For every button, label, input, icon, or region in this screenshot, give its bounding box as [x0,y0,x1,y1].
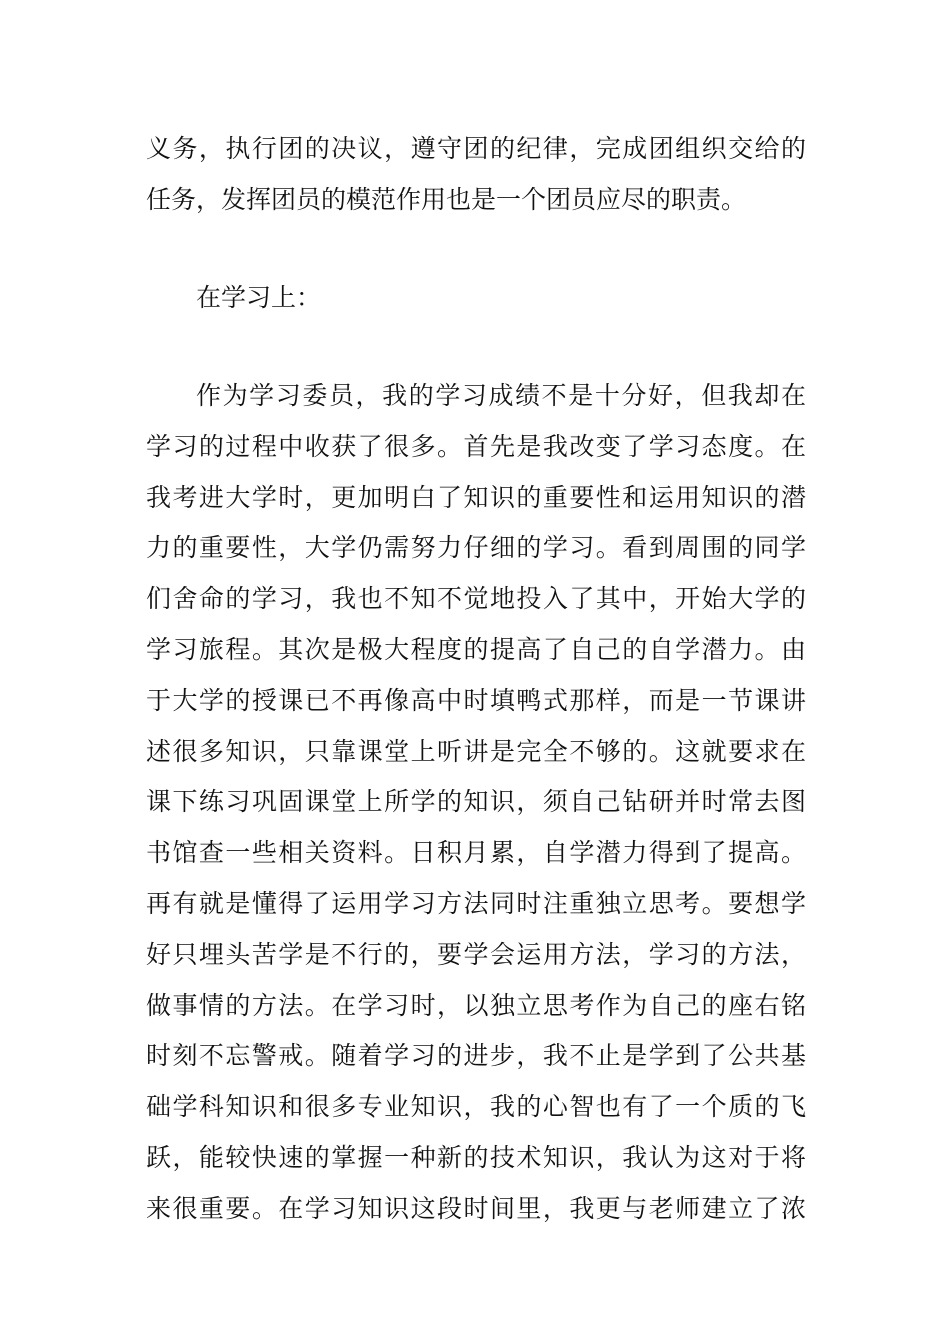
text-line: 时刻不忘警戒。随着学习的进步，我不止是学到了公共基 [146,1041,806,1071]
text-line: 述很多知识，只靠课堂上听讲是完全不够的。这就要求在 [146,736,806,766]
paragraph-duties [146,124,806,226]
text-line: 义务，执行团的决议，遵守团的纪律，完成团组织交给的 [146,134,806,163]
text-line: 书馆查一些相关资料。日积月累，自学潜力得到了提高。 [146,838,806,868]
text-line: 作为学习委员，我的学习成绩不是十分好，但我却在 [196,381,806,410]
text-line: 课下练习巩固课堂上所学的知识，须自己钻研并时常去图 [146,787,806,817]
text-line: 学习的过程中收获了很多。首先是我改变了学习态度。在 [146,431,806,461]
text-line: 做事情的方法。在学习时，以独立思考作为自己的座右铭 [146,990,806,1020]
text-line: 跃，能较快速的掌握一种新的技术知识，我认为这对于将 [146,1142,806,1172]
text-line: 力的重要性，大学仍需努力仔细的学习。看到周围的同学 [146,533,806,563]
text-line: 们舍命的学习，我也不知不觉地投入了其中，开始大学的 [146,584,806,614]
text-line: 再有就是懂得了运用学习方法同时注重独立思考。要想学 [146,888,806,918]
section-heading-study [146,273,806,324]
text-line: 学习旅程。其次是极大程度的提高了自己的自学潜力。由 [146,634,806,664]
text-line: 任务，发挥团员的模范作用也是一个团员应尽的职责。 [146,184,747,214]
text-line: 好只埋头苦学是不行的，要学会运用方法，学习的方法， [146,939,806,969]
text-line: 在学习上： [196,283,322,312]
text-line: 础学科知识和很多专业知识，我的心智也有了一个质的飞 [146,1092,806,1122]
text-line: 于大学的授课已不再像高中时填鸭式那样，而是一节课讲 [146,685,806,715]
text-line: 来很重要。在学习知识这段时间里，我更与老师建立了浓 [146,1193,806,1223]
paragraph-study [146,371,806,1235]
text-line: 我考进大学时，更加明白了知识的重要性和运用知识的潜 [146,482,806,512]
